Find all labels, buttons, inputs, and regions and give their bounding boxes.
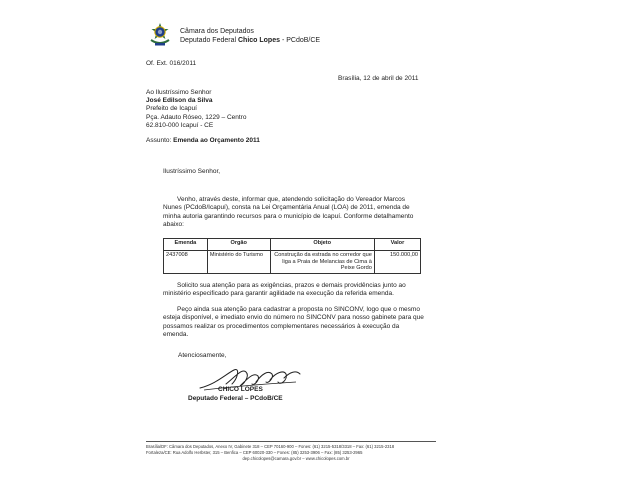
footer-divider [146, 441, 436, 442]
column-header-valor: Valor [374, 239, 420, 251]
subject-line [146, 137, 260, 145]
addressee-block [146, 89, 246, 130]
column-header-orgao: Orgão [207, 239, 270, 251]
body-paragraph-2: Solicito sua atenção para as exigências, prazos e demais providências junto ao ministério especificado para garantir agilidade na execução da referida emenda. [163, 282, 406, 298]
addressee-salutation: Ao Ilustríssimo Senhor [146, 89, 212, 96]
addressee-title: Prefeito de Icapuí [146, 105, 197, 113]
table-row [164, 251, 421, 274]
signatory-role: Deputado Federal – PCdoB/CE [188, 395, 283, 402]
addressee-street: Pça. Adauto Róseo, 1229 – Centro [146, 113, 247, 121]
footer-fortaleza-address: Fortaleza/CE: Rua Adolfo Herbster, 315 – Benfica – CEP 60020-330 – Fones: (85) 3253-3906 – Fax: (85) 3253-2965 [146, 450, 363, 455]
brazil-coat-of-arms-icon [148, 22, 172, 48]
institution-name: Câmara dos Deputados [180, 28, 254, 35]
body-paragraph-3: Peço ainda sua atenção para cadastrar a proposta no SINCONV, logo que o mesmo esteja disponível, e imediato envio do número no SINCONV para nosso gabinete para que possamos realizar os procedimentos complementares necessários à execução da emenda. [163, 306, 424, 338]
amendment-table [163, 238, 421, 274]
footer-contact: dep.chicolopes@camara.gov.br – www.chicolopes.com.br [242, 456, 350, 461]
addressee-name: José Edilson da Silva [146, 97, 213, 105]
footer [146, 444, 446, 462]
table-header-row [164, 239, 421, 251]
column-header-emenda: Emenda [164, 239, 208, 251]
signatory-name: CHICO LOPES [218, 386, 263, 393]
place-date: Brasília, 12 de abril de 2011 [338, 75, 419, 82]
cell-emenda: 2437008 [164, 251, 208, 274]
column-header-objeto: Objeto [270, 239, 374, 251]
greeting: Ilustríssimo Senhor, [163, 168, 221, 175]
cell-objeto: Construção da estrada no corredor que liga a Praia de Melancias de Cima à Peixe Gordo [270, 251, 374, 274]
document-reference: Of. Ext. 016/2011 [146, 60, 197, 67]
cell-orgao: Ministério do Turismo [207, 251, 270, 274]
deputy-party: - PCdoB/CE [280, 37, 321, 44]
footer-brasilia-address: Brasília/DF: Câmara dos Deputados, Anexo IV, Gabinete 318 – CEP 70160-900 – Fones: (61) 3215-5318/3318 – Fax: (61) 3215-2318 [146, 444, 395, 449]
cell-valor: 150.000,00 [374, 251, 420, 274]
subject-label: Assunto: [146, 137, 174, 144]
subject-text: Emenda ao Orçamento 2011 [173, 137, 260, 144]
deputy-name: Chico Lopes [237, 37, 280, 44]
letterhead [180, 27, 320, 45]
deputy-prefix: Deputado Federal [180, 37, 238, 44]
closing: Atenciosamente, [178, 352, 227, 359]
body-paragraph-1: Venho, através deste, informar que, atendendo solicitação do Vereador Marcos Nunes (PCdoB/Icapuí), consta na Lei Orçamentária Anual (LOA) de 2011, emenda de minha autoria garantindo recursos para o município de Icapuí. Conforme detalhamento abaixo: [163, 196, 414, 228]
deputy-line [180, 36, 320, 45]
addressee-zip-city: 62.810-000 Icapuí - CE [146, 121, 214, 129]
